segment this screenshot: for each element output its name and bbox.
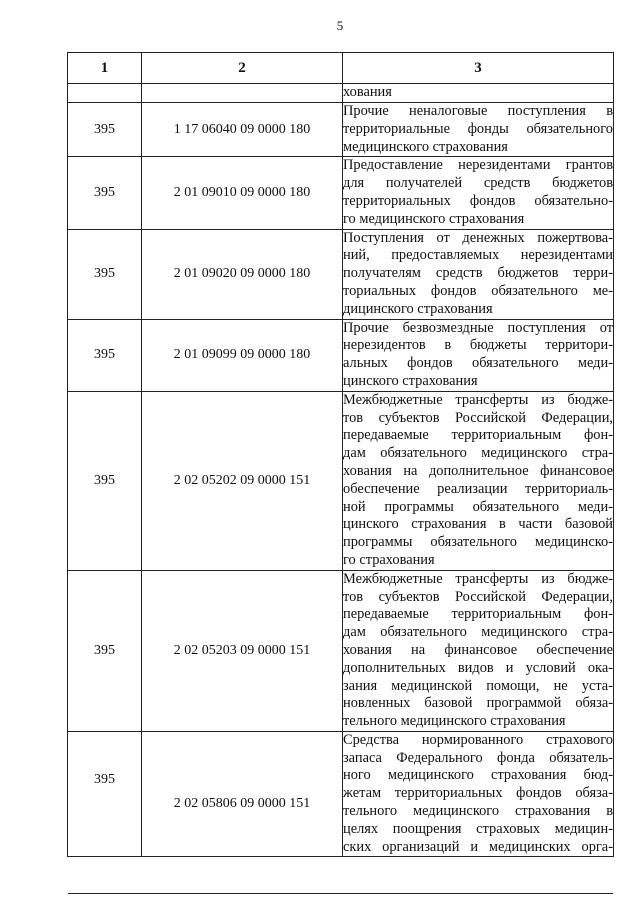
description-line: жетам территориальных фондов обяза- — [343, 785, 613, 802]
budget-codes-table — [67, 52, 614, 857]
description-line: передаваемые территориальным фон- — [343, 427, 613, 444]
description-line: цинского страхования в части базовой — [343, 516, 613, 533]
description-line: ториальных фондов обязательного ме- — [343, 282, 613, 299]
description-line: передаваемые территориальным фон- — [343, 606, 613, 623]
description-line: целях поощрения страховых медицин- — [343, 820, 613, 837]
budget-code-cell: 1 17 06040 09 0000 180 — [142, 103, 343, 157]
budget-code-cell: 2 01 09020 09 0000 180 — [142, 229, 343, 319]
description-line: дицинского страхования — [343, 300, 493, 317]
description-line: запаса Федерального фонда обязатель- — [343, 749, 613, 766]
table-row — [68, 391, 614, 570]
admin-code-cell: 395 — [68, 731, 142, 857]
budget-code-cell: 2 01 09099 09 0000 180 — [142, 319, 343, 391]
table-row — [68, 570, 614, 731]
description-line: Межбюджетные трансферты из бюдже- — [343, 391, 613, 408]
budget-code-cell: 2 01 09010 09 0000 180 — [142, 157, 343, 229]
description-line: хования на финансовое обеспечение — [343, 641, 613, 658]
description-line: цинского страхования — [343, 372, 478, 389]
description-line: ний, предоставляемых нерезидентами — [343, 247, 613, 264]
description-cell — [343, 731, 614, 857]
table-row — [68, 157, 614, 229]
column-header-2: 2 — [142, 53, 343, 84]
description-line: дам обязательного медицинского стра- — [343, 624, 613, 641]
budget-code-cell: 2 02 05202 09 0000 151 — [142, 391, 343, 570]
admin-code-cell: 395 — [68, 391, 142, 570]
description-line: зания медицинской помощи, не уста- — [343, 677, 613, 694]
admin-code-cell: 395 — [68, 319, 142, 391]
table-row — [68, 229, 614, 319]
page-number: 5 — [336, 18, 344, 33]
description-line: Предоставление нерезидентами грантов — [343, 157, 613, 174]
description-line: тельного медицинского страхования — [343, 713, 566, 730]
description-line: ной программы обязательного меди- — [343, 498, 613, 515]
description-line: получателям средств бюджетов терри- — [343, 265, 613, 282]
admin-code-cell: 395 — [68, 103, 142, 157]
description-line: хования — [343, 84, 392, 100]
description-line: Прочие неналоговые поступления в — [343, 103, 613, 119]
description-line: дополнительных видов и условий ока- — [343, 659, 613, 676]
admin-code-cell — [68, 84, 142, 103]
description-line: тов субъектов Российской Федерации, — [343, 409, 613, 426]
description-line: го страхования — [343, 551, 435, 568]
column-header-3: 3 — [343, 53, 614, 84]
description-line: территориальных фондов обязательно- — [343, 192, 613, 209]
description-line: тельного медицинского страхования в — [343, 803, 613, 820]
description-line: обеспечение реализации территориаль- — [343, 480, 613, 497]
table-row — [68, 731, 614, 857]
admin-code-cell: 395 — [68, 570, 142, 731]
table-row — [68, 103, 614, 157]
description-cell — [343, 319, 614, 391]
description-line: для получателей средств бюджетов — [343, 175, 613, 192]
table-header-row — [68, 53, 614, 84]
description-line: Средства нормированного страхового — [343, 731, 613, 748]
admin-code-cell: 395 — [68, 157, 142, 229]
description-cell — [343, 570, 614, 731]
column-header-1: 1 — [68, 53, 142, 84]
description-line: Прочие безвозмездные поступления от — [343, 319, 613, 336]
description-line: программы обязательного медицинско- — [343, 534, 613, 551]
description-cell — [343, 84, 614, 103]
description-line: дам обязательного медицинского стра- — [343, 445, 613, 462]
budget-code-cell: 2 02 05203 09 0000 151 — [142, 570, 343, 731]
description-line: ного медицинского страхования бюд- — [343, 767, 613, 784]
table-row — [68, 84, 614, 103]
admin-code-cell: 395 — [68, 229, 142, 319]
description-line: медицинского страхования — [343, 138, 508, 155]
description-line: го медицинского страхования — [343, 210, 525, 227]
budget-code-cell: 2 02 05806 09 0000 151 — [142, 731, 343, 857]
description-line: ских организаций и медицинских орга- — [343, 838, 613, 855]
description-line: новленных базовой программой обяза- — [343, 695, 613, 712]
description-cell — [343, 229, 614, 319]
description-line: тов субъектов Российской Федерации, — [343, 588, 613, 605]
description-line: территориальные фонды обязательного — [343, 120, 613, 137]
description-cell — [343, 157, 614, 229]
bottom-rule — [68, 893, 613, 894]
description-line: нерезидентов в бюджеты территори- — [343, 337, 613, 354]
description-cell — [343, 391, 614, 570]
description-line: Межбюджетные трансферты из бюдже- — [343, 570, 613, 587]
description-line: хования на дополнительное финансовое — [343, 462, 613, 479]
description-cell — [343, 103, 614, 157]
table-row — [68, 319, 614, 391]
description-line: альных фондов обязательного меди- — [343, 355, 613, 372]
table-body — [68, 84, 614, 857]
description-line: Поступления от денежных пожертвова- — [343, 229, 613, 246]
budget-code-cell — [142, 84, 343, 103]
